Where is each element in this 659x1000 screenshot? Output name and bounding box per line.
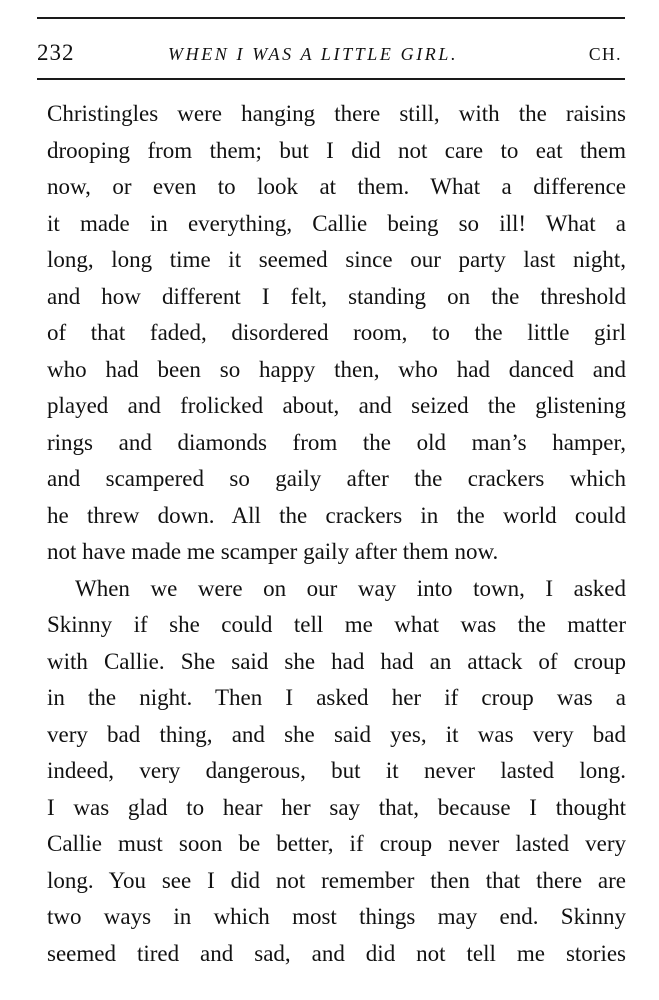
text-line: indeed, very dangerous, but it never lasted long. xyxy=(47,758,626,783)
text-line: in the night. Then I asked her if croup was a xyxy=(47,685,626,710)
paragraph-1 xyxy=(47,96,626,571)
paragraph-2 xyxy=(47,571,626,973)
text-line: I was glad to hear her say that, because I thought xyxy=(47,794,626,820)
text-line: and scampered so gaily after the crackers which xyxy=(47,466,626,491)
page-number: 232 xyxy=(37,40,75,65)
text-line: When we were on our way into town, I asked xyxy=(75,575,626,601)
text-line: very bad thing, and she said yes, it was very bad xyxy=(47,721,626,747)
text-line: long, long time it seemed since our party last night, xyxy=(47,247,626,272)
text-line: now, or even to look at them. What a difference xyxy=(47,174,626,199)
text-line: with Callie. She said she had had an attack of croup xyxy=(47,648,626,674)
text-line: it made in everything, Callie being so ill! What a xyxy=(47,210,626,236)
running-header xyxy=(37,34,625,68)
text-line: Skinny if she could tell me what was the matter xyxy=(47,612,626,637)
text-line: played and frolicked about, and seized the glistening xyxy=(47,393,626,418)
text-line: and how different I felt, standing on the threshold xyxy=(47,283,626,309)
text-line: Christingles were hanging there still, with the raisins xyxy=(47,101,626,126)
body-text xyxy=(47,96,626,972)
text-line: not have made me scamper gaily after them now. xyxy=(47,539,499,564)
text-line: of that faded, disordered room, to the little girl xyxy=(47,320,626,345)
text-line: two ways in which most things may end. Skinny xyxy=(47,904,626,929)
header-rule-top xyxy=(37,17,625,19)
chapter-mark: CH. xyxy=(588,44,622,64)
text-line: seemed tired and sad, and did not tell me stories xyxy=(47,940,626,966)
running-title: WHEN I WAS A LITTLE GIRL. xyxy=(168,44,459,64)
text-line: who had been so happy then, who had danced and xyxy=(47,356,626,382)
text-line: Callie must soon be better, if croup never lasted very xyxy=(47,831,626,856)
text-line: he threw down. All the crackers in the world could xyxy=(47,502,626,528)
text-line: long. You see I did not remember then that there are xyxy=(47,867,626,893)
header-rule-bottom xyxy=(37,78,625,80)
text-line: drooping from them; but I did not care to eat them xyxy=(47,137,626,163)
text-line: rings and diamonds from the old man’s hamper, xyxy=(47,429,626,455)
